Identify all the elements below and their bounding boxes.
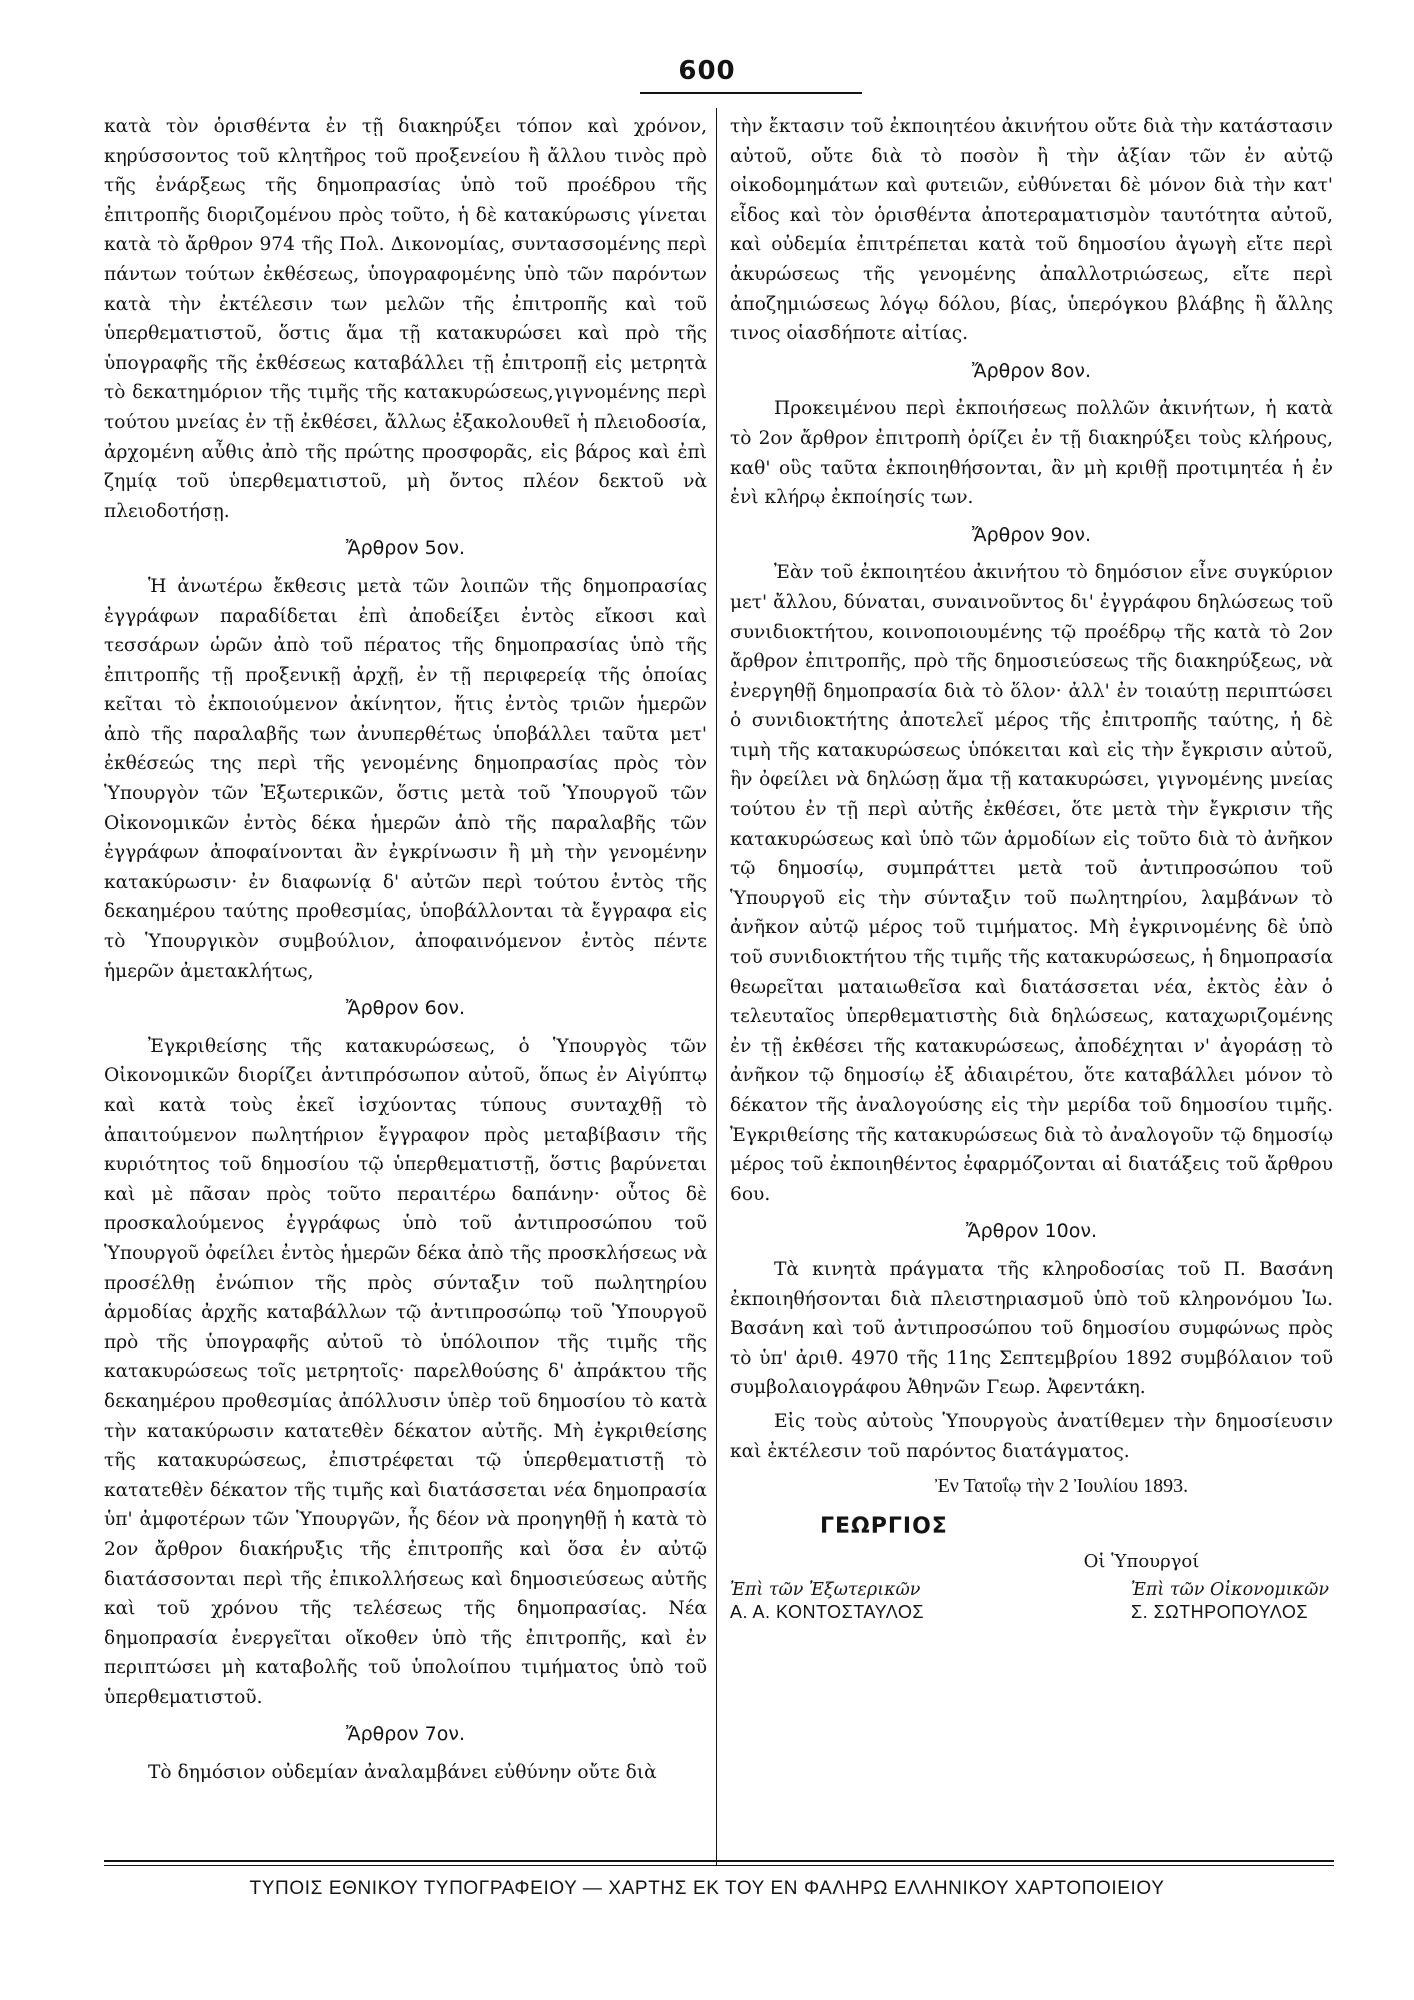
article-5-heading: Ἄρθρον 5ον.	[345, 537, 465, 560]
minister-role: Ἐπὶ τῶν Οἰκονομικῶν	[1130, 1579, 1329, 1600]
left-column	[104, 112, 707, 1792]
page-number-underline	[640, 92, 862, 94]
article-5-text: Ἡ ἀνωτέρω ἔκθεσις μετὰ τῶν λοιπῶν τῆς δημοπρασίας ἐγγράφων παραδίδεται ἐπὶ ἀποδείξει ἐντὸς εἴκοσι καὶ τεσσάρων ὡρῶν ἀπὸ τοῦ πέρατος τῆς δημοπρασίας ὑπὸ τῆς ἐπιτροπῆς τῇ προξενικῇ ἀρχῇ, ἐν τῇ περιφερείᾳ τῆς ὁποίας κεῖται τὸ ἐκποιούμενον ἀκίνητον, ἥτις ἐντὸς τριῶν ἡμερῶν ἀπὸ τῆς παραλαβῆς των ἀνυπερθέτως ὑποβάλλει ταῦτα μετ' ἐκθέσεώς της περὶ τῆς γενομένης δημοπρασίας πρὸς τὸν Ὑπουργὸν τῶν Ἐξωτερικῶν, ὅστις μετὰ τοῦ Ὑπουργοῦ τῶν Οἰκονομικῶν ἐντὸς δέκα ἡμερῶν ἀπὸ τῆς παραλαβῆς τῶν ἐγγράφων ἀποφαίνονται ἂν ἐγκρίνωσιν ἢ μὴ τὴν γενομένην κατακύρωσιν· ἐν διαφωνίᾳ δ' αὐτῶν περὶ τούτου ἐντὸς τῆς δεκαημέρου ταύτης προθεσμίας, ὑποβάλλονται τὰ ἔγγραφα εἰς τὸ Ὑπουργικὸν συμβούλιον, ἀποφαινόμενον ἐντὸς πέντε ἡμερῶν ἀμετακλήτως,	[104, 575, 707, 982]
footer-rule-thin	[104, 1865, 1334, 1866]
article-7-text: Τὸ δημόσιον οὐδεμίαν ἀναλαμβάνει εὐθύνην οὔτε διὰ	[148, 1762, 657, 1784]
article-6-text: Ἐγκριθείσης τῆς κατακυρώσεως, ὁ Ὑπουργὸς τῶν Οἰκονομικῶν διορίζει ἀντιπρόσωπον αὐτοῦ, ὅπως ἐν Αἰγύπτῳ καὶ κατὰ τοὺς ἐκεῖ ἰσχύοντας τύπους συνταχθῇ τὸ ἀπαιτούμενον πωλητήριον ἔγγραφον πρὸς μεταβίβασιν τῆς κυριότητος τοῦ δημοσίου τῷ ὑπερθεματιστῇ, ὅστις βαρύνεται καὶ μὲ πᾶσαν πρὸς τοῦτο περαιτέρω δαπάνην· οὗτος δὲ προσκαλούμενος ἐγγράφως ὑπὸ τοῦ ἀντιπροσώπου τοῦ Ὑπουργοῦ ὀφείλει ἐντὸς ἡμερῶν δέκα ἀπὸ τῆς προσκλήσεως νὰ προσέλθῃ ἐνώπιον τῆς πρὸς σύνταξιν τοῦ πωλητηρίου ἁρμοδίας ἀρχῆς καταβάλλων τῷ ἀντιπροσώπῳ τοῦ Ὑπουργοῦ πρὸ τῆς ὑπογραφῆς αὐτοῦ τὸ ὑπόλοιπον τῆς τιμῆς τῆς κατακυρώσεως τοῖς μετρητοῖς· παρελθούσης δ' ἀπράκτου τῆς δεκαημέρου προθεσμίας ἀπόλλυσιν ὑπὲρ τοῦ δημοσίου τὸ κατὰ τὴν κατακύρωσιν κατατεθὲν δέκατον αὐτῆς. Μὴ ἐγκριθείσης τῆς κατακυρώσεως, ἐπιστρέφεται τῷ ὑπερθεματιστῇ τὸ κατατεθὲν δέκατον τῆς τιμῆς καὶ διατάσσεται νέα δημοπρασία ὑπ' ἀμφοτέρων τῶν Ὑπουργῶν, ἧς δέον νὰ προηγηθῇ ἡ κατὰ τὸ 2ον ἄρθρον διακήρυξις τῆς ἐπιτροπῆς καὶ ὅσα ἐν αὐτῷ διατάσσονται περὶ τῆς ἐπικολλήσεως καὶ δημοσιεύσεως αὐτῆς καὶ τοῦ χρόνου τῆς τελέσεως τῆς δημοπρασίας. Νέα δημοπρασία ἐνεργεῖται οἴκοθεν ὑπὸ τῆς ἐπιτροπῆς, καὶ ἐν περιπτώσει μὴ καταβολῆς τοῦ ὑπολοίπου τιμήματος ὑπὸ τοῦ ὑπερθεματιστοῦ.	[104, 1035, 707, 1708]
article-9-heading: Ἄρθρον 9ον.	[971, 523, 1091, 546]
minister-name: Σ. ΣΩΤΗΡΟΠΟΥΛΟΣ	[1130, 1601, 1309, 1622]
footer-rule	[104, 1860, 1334, 1862]
page-number: 600	[678, 56, 736, 86]
article-7-continuation: τὴν ἔκτασιν τοῦ ἐκποιητέου ἀκινήτου οὔτε διὰ τὴν κατάστασιν αὐτοῦ, οὔτε διὰ τὸ ποσὸν ἢ τὴν ἀξίαν τῶν ἐν αὐτῷ οἰκοδομημάτων καὶ φυτειῶν, εὐθύνεται δὲ μόνον διὰ τὴν κατ' εἶδος καὶ τὸν ὁρισθέντα ἀποτεραματισμὸν ταυτότητα αὐτοῦ, καὶ οὐδεμία ἐπιτρέπεται κατὰ τοῦ δημοσίου ἀγωγὴ εἴτε περὶ ἀκυρώσεως τῆς γενομένης ἀπαλλοτριώσεως, εἴτε περὶ ἀποζημιώσεως λόγῳ δόλου, βίας, ὑπερόγκου βλάβης ἢ ἄλλης τινος οἱασδήποτε αἰτίας.	[730, 116, 1333, 345]
article-7-heading: Ἄρθρον 7ον.	[345, 1723, 465, 1746]
article-6-heading: Ἄρθρον 6ον.	[345, 997, 465, 1020]
king-signature: ΓΕΩΡΓΙΟΣ	[820, 1513, 948, 1539]
minister-role: Ἐπὶ τῶν Ἐξωτερικῶν	[730, 1579, 921, 1600]
publication-clause: Εἰς τοὺς αὐτοὺς Ὑπουργοὺς ἀνατίθεμεν τὴν δημοσίευσιν καὶ ἐκτέλεσιν τοῦ παρόντος διατάγματος.	[730, 1410, 1333, 1462]
article-10-text: Τὰ κινητὰ πράγματα τῆς κληροδοσίας τοῦ Π. Βασάνη ἐκποιηθήσονται διὰ πλειστηριασμοῦ ὑπὸ τοῦ κληρονόμου Ἰω. Βασάνη καὶ τοῦ ἀντιπροσώπου τοῦ δημοσίου συμφώνως πρὸς τὸ ὑπ' ἀριθ. 4970 τῆς 11ης Σεπτεμβρίου 1892 συμβόλαιον τοῦ συμβολαιογράφου Ἀθηνῶν Γεωρ. Ἀφεντάκη.	[730, 1258, 1333, 1399]
article-4-continuation: κατὰ τὸν ὁρισθέντα ἐν τῇ διακηρύξει τόπον καὶ χρόνον, κηρύσσοντος τοῦ κλητῆρος τοῦ προξενείου ἢ ἄλλου τινὸς πρὸ τῆς ἐνάρξεως τῆς δημοπρασίας ὑπὸ τοῦ προέδρου τῆς ἐπιτροπῆς διοριζομένου πρὸς τοῦτο, ἡ δὲ κατακύρωσις γίνεται κατὰ τὸ ἄρθρον 974 τῆς Πολ. Δικονομίας, συντασσομένης περὶ πάντων τούτων ἐκθέσεως, ὑπογραφομένης ὑπὸ τῶν παρόντων κατὰ τὴν ἐκτέλεσιν των μελῶν τῆς ἐπιτροπῆς καὶ τοῦ ὑπερθεματιστοῦ, ὅστις ἅμα τῇ κατακυρώσει καὶ πρὸ τῆς ὑπογραφῆς τῆς ἐκθέσεως καταβάλλει τῇ ἐπιτροπῇ εἰς μετρητὰ τὸ δεκατημόριον τῆς τιμῆς τῆς κατακυρώσεως,γιγνομένης περὶ τούτου μνείας ἐν τῇ ἐκθέσει, ἄλλως ἐξακολουθεῖ ἡ πλειοδοσία, ἀρχομένη αὖθις ἀπὸ τῆς πρώτης προσφορᾶς, εἰς βάρος καὶ ἐπὶ ζημίᾳ τοῦ ὑπερθεματιστοῦ, μὴ ὄντος πλέον δεκτοῦ νὰ πλειοδοτήσῃ.	[104, 116, 707, 522]
article-8-heading: Ἄρθρον 8ον.	[971, 359, 1091, 382]
minister-signature-foreign	[730, 1579, 924, 1623]
article-8-text: Προκειμένου περὶ ἐκποιήσεως πολλῶν ἀκινήτων, ἡ κατὰ τὸ 2ον ἄρθρον ἐπιτροπὴ ὁρίζει ἐν τῇ διακηρύξει τοὺς κλήρους, καθ' οὓς ταῦτα ἐκποιηθήσονται, ἂν μὴ κριθῇ προτιμητέα ἡ ἐν ἑνὶ κλήρῳ ἐκποίησίς των.	[730, 398, 1333, 509]
minister-signature-finance	[1131, 1579, 1329, 1623]
minister-name: Α. Α. ΚΟΝΤΟΣΤΑΥΛΟΣ	[730, 1601, 925, 1622]
article-9-text: Ἐὰν τοῦ ἐκποιητέου ἀκινήτου τὸ δημόσιον εἶνε συγκύριον μετ' ἄλλου, δύναται, συναινοῦντος δι' ἐγγράφου δηλώσεως τοῦ συνιδιοκτήτου, κοινοποιουμένης τῷ προέδρῳ τῆς κατὰ τὸ 2ον ἄρθρον ἐπιτροπῆς, πρὸ τῆς δημοσιεύσεως τῆς διακηρύξεως, νὰ ἐνεργηθῇ δημοπρασία διὰ τὸ ὅλον· ἀλλ' ἐν τοιαύτῃ περιπτώσει ὁ συνιδιοκτήτης ἀποτελεῖ μέρος τῆς ἐπιτροπῆς ταύτης, ἡ δὲ τιμὴ τῆς κατακυρώσεως ὑπόκειται καὶ εἰς τὴν ἔγκρισιν αὐτοῦ, ἣν ὀφείλει νὰ δηλώσῃ ἅμα τῇ κατακυρώσει, γιγνομένης μνείας τούτου ἐν τῇ περὶ αὐτῆς ἐκθέσει, ὅτε μετὰ τὴν ἔγκρισιν τῆς κατακυρώσεως καὶ ὑπὸ τῶν ἁρμοδίων εἰς τοῦτο διὰ τὸ ἀνῆκον τῷ δημοσίῳ, συμπράττει μετὰ τοῦ ἀντιπροσώπου τοῦ Ὑπουργοῦ εἰς τὴν σύνταξιν τοῦ πωλητηρίου, λαμβάνων τὸ ἀνῆκον αὐτῷ μέρος τοῦ τιμήματος. Μὴ ἐγκρινομένης δὲ ὑπὸ τοῦ συνιδιοκτήτου τῆς τιμῆς τῆς κατακυρώσεως, ἡ δημοπρασία θεωρεῖται ματαιωθεῖσα καὶ διατάσσεται νέα, ἐκτὸς ἐὰν ὁ τελευταῖος ὑπερθεματιστὴς διὰ δηλώσεως, καταχωριζομένης ἐν τῇ ἐκθέσει τῆς κατακυρώσεως, ἀποδέχηται ν' ἀγοράσῃ τὸ ἀνῆκον τῷ δημοσίῳ ἐξ ἀδιαιρέτου, ὅτε καταβάλλει μόνον τὸ δέκατον τῆς ἀναλογούσης εἰς τὴν μερίδα τοῦ δημοσίου τιμῆς. Ἐγκριθείσης τῆς κατακυρώσεως διὰ τὸ ἀναλογοῦν τῷ δημοσίῳ μέρος τοῦ ἐκποιηθέντος ἐφαρμόζονται αἱ διατάξεις τοῦ ἄρθρου 6ου.	[730, 562, 1333, 1205]
minister-signatures	[730, 1579, 1333, 1623]
column-divider	[716, 108, 717, 1866]
ministers-label: Οἱ Ὑπουργοί	[1083, 1551, 1200, 1573]
date-line: Ἐν Τατοΐῳ τὴν 2 Ἰουλίου 1893.	[934, 1475, 1189, 1498]
printer-imprint: ΤΥΠΟΙΣ ΕΘΝΙΚΟΥ ΤΥΠΟΓΡΑΦΕΙΟΥ — ΧΑΡΤΗΣ ΕΚ ΤΟΥ ΕΝ ΦΑΛΗΡΩ ΕΛΛΗΝΙΚΟΥ ΧΑΡΤΟΠΟΙΕΙΟΥ	[249, 1878, 1165, 1899]
article-10-heading: Ἄρθρον 10ον.	[965, 1220, 1098, 1243]
right-column	[730, 112, 1333, 1623]
